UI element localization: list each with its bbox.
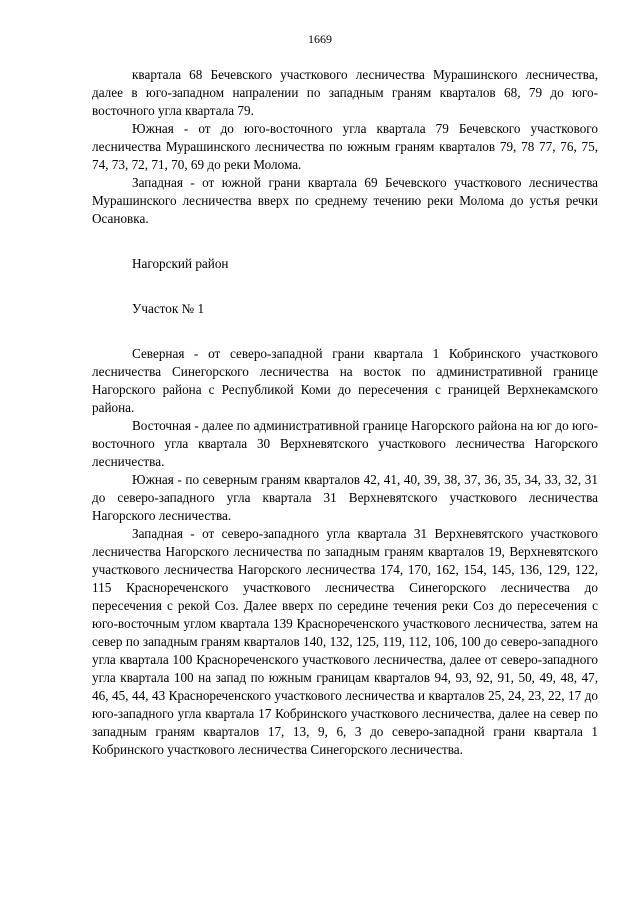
paragraph: Восточная - далее по административной границе Нагорского района на юг до юго-восточного угла квартала 30 Верхневятского участкового лесничества Нагорского лесничества. — [92, 418, 598, 469]
paragraph: Южная - по северным граням кварталов 42, 41, 40, 39, 38, 37, 36, 35, 34, 33, 32, 31 до северо-западного угла квартала 31 Верхневятского участкового лесничества Нагорского лесничества. — [92, 472, 598, 523]
paragraph: Западная - от северо-западного угла квартала 31 Верхневятского участкового лесничества Нагорского лесничества по западным граням кварталов 19, Верхневятского участкового лесничества Нагорского лесничества 174, 170, 162, 154, 145, 136, 129, 122, 115 Краснореченского участкового лесничества Синегорского лесничества до пересечения с рекой Соз. Далее вверх по середине течения реки Соз до пересечения с юго-восточным углом квартала 139 Краснореченского участкового лесничества, затем на север по западным граням кварталов 140, 132, 125, 119, 112, 106, 100 до северо-западного угла квартала 100 Краснореченского участкового лесничества, далее от северо-западного угла квартала 100 на запад по южным границам кварталов 94, 93, 92, 91, 50, 49, 48, 47, 46, 45, 44, 43 Краснореченского участкового лесничества и кварталов 25, 24, 23, 22, 17 до юго-западного угла квартала 17 Кобринского участкового лесничества, далее на север по западным граням кварталов 17, 13, 9, 6, 3 до северо-западной грани квартала 1 Кобринского участкового лесничества Синегорского лесничества. — [92, 526, 598, 757]
document-body — [92, 66, 598, 759]
paragraph: Южная - от до юго-восточного угла квартала 79 Бечевского участкового лесничества Мурашинского лесничества по южным граням кварталов 79, 78 77, 76, 75, 74, 73, 72, 71, 70, 69 до реки Молома. — [92, 121, 598, 172]
paragraph: квартала 68 Бечевского участкового лесничества Мурашинского лесничества, далее в юго-западном напралении по западным граням кварталов 68, 79 до юго-восточного угла квартала 79. — [92, 67, 598, 118]
section-heading: Участок № 1 — [132, 301, 205, 316]
page-number: 1669 — [308, 32, 332, 46]
paragraph: Северная - от северо-западной грани квартала 1 Кобринского участкового лесничества Синегорского лесничества на восток по административной границе Нагорского района с Республикой Коми до пересечения с границей Верхнекамского района. — [92, 346, 598, 415]
district-heading: Нагорский район — [132, 256, 229, 271]
paragraph: Западная - от южной грани квартала 69 Бечевского участкового лесничества Мурашинского лесничества вверх по среднему течению реки Молома до устья речки Осановка. — [92, 175, 598, 226]
